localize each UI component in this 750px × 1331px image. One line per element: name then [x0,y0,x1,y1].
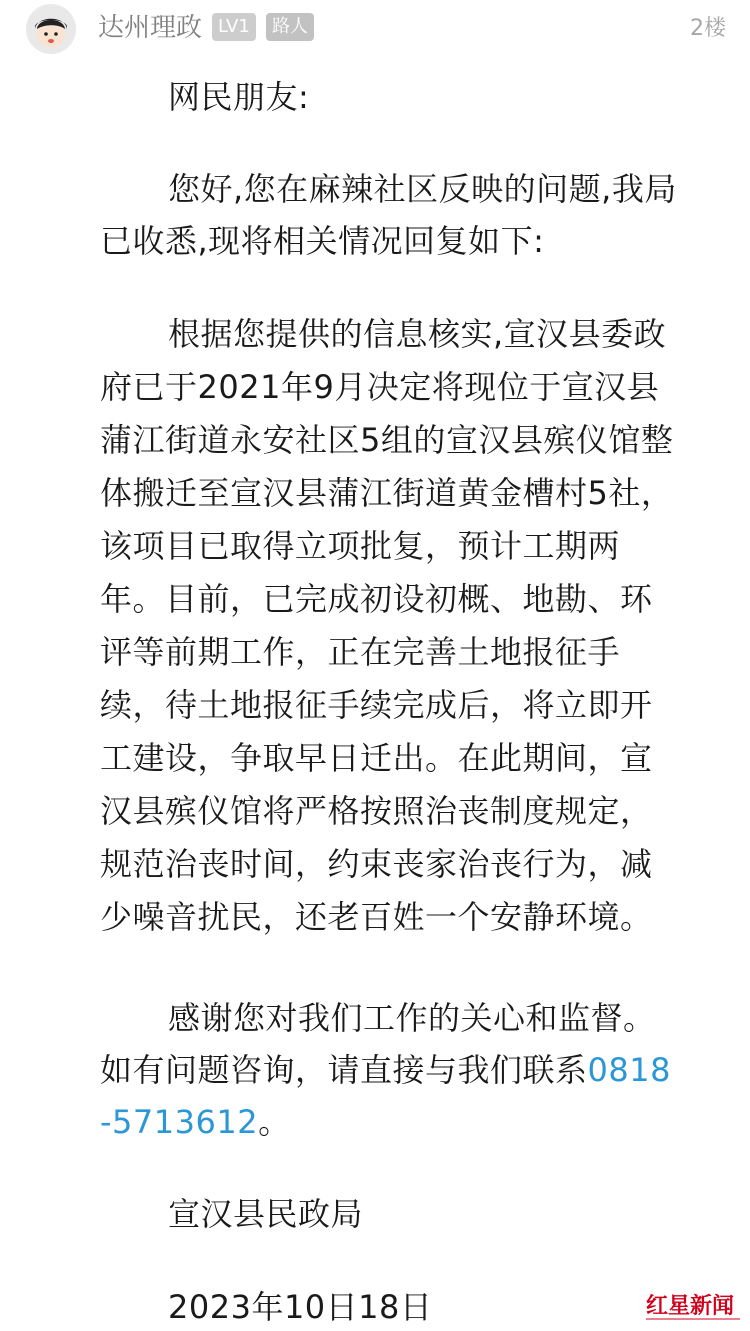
letter-body-line: 体搬迁至宣汉县蒲江街道黄金槽村5社， [100,474,674,512]
red-star-news-watermark [646,1287,742,1323]
role-badge: 路人 [266,13,314,41]
letter-intro-line: 您好,您在麻辣社区反映的问题,我局 [168,170,677,208]
letter-signature: 宣汉县民政局 [168,1195,364,1233]
letter-body-line: 汉县殡仪馆将严格按照治丧制度规定， [100,792,653,830]
floor-number: 2楼 [690,16,726,41]
letter-body-line: 续，待土地报征手续完成后，将立即开 [100,686,653,724]
letter-body-line: 评等前期工作，正在完善土地报征手 [100,633,621,671]
phone-link[interactable]: 0818 [587,1051,671,1089]
watermark-brand: 红星新闻 [646,1293,735,1319]
username[interactable]: 达州理政 [98,13,203,43]
letter-body-line: 该项目已取得立项批复，预计工期两 [100,527,621,565]
phone-link[interactable]: -5713612 [100,1103,259,1141]
level-badge: LV1 [212,13,256,41]
cartoon-avatar-icon [26,4,76,54]
letter-thanks-line: 感谢您对我们工作的关心和监督。 [168,999,656,1037]
letter-contact-line [100,1101,750,1143]
letter-body-line: 少噪音扰民，还老百姓一个安静环境。 [100,898,653,936]
letter-body-line: 规范治丧时间，约束丧家治丧行为，减 [100,845,653,883]
contact-end: 。 [258,1103,291,1141]
letter-body-line: 年。目前，已完成初设初概、地勘、环 [100,580,653,618]
letter-body-line: 蒲江街道永安社区5组的宣汉县殡仪馆整 [100,421,674,459]
letter-greeting: 网民朋友: [168,78,310,116]
letter-body-line: 根据您提供的信息核实,宣汉县委政 [168,315,667,353]
red-star-news-logo-icon [646,1287,742,1323]
letter-date: 2023年10日18日 [168,1288,433,1326]
letter-body-line: 府已于2021年9月决定将现位于宣汉县 [100,368,660,406]
letter-intro-line: 已收悉,现将相关情况回复如下: [100,222,545,260]
post-header [0,0,750,56]
contact-text: 如有问题咨询，请直接与我们联系 [100,1051,588,1089]
letter-body-line: 工建设，争取早日迁出。在此期间，宣 [100,739,653,777]
avatar[interactable] [26,4,76,54]
letter-contact-line [100,1049,750,1091]
